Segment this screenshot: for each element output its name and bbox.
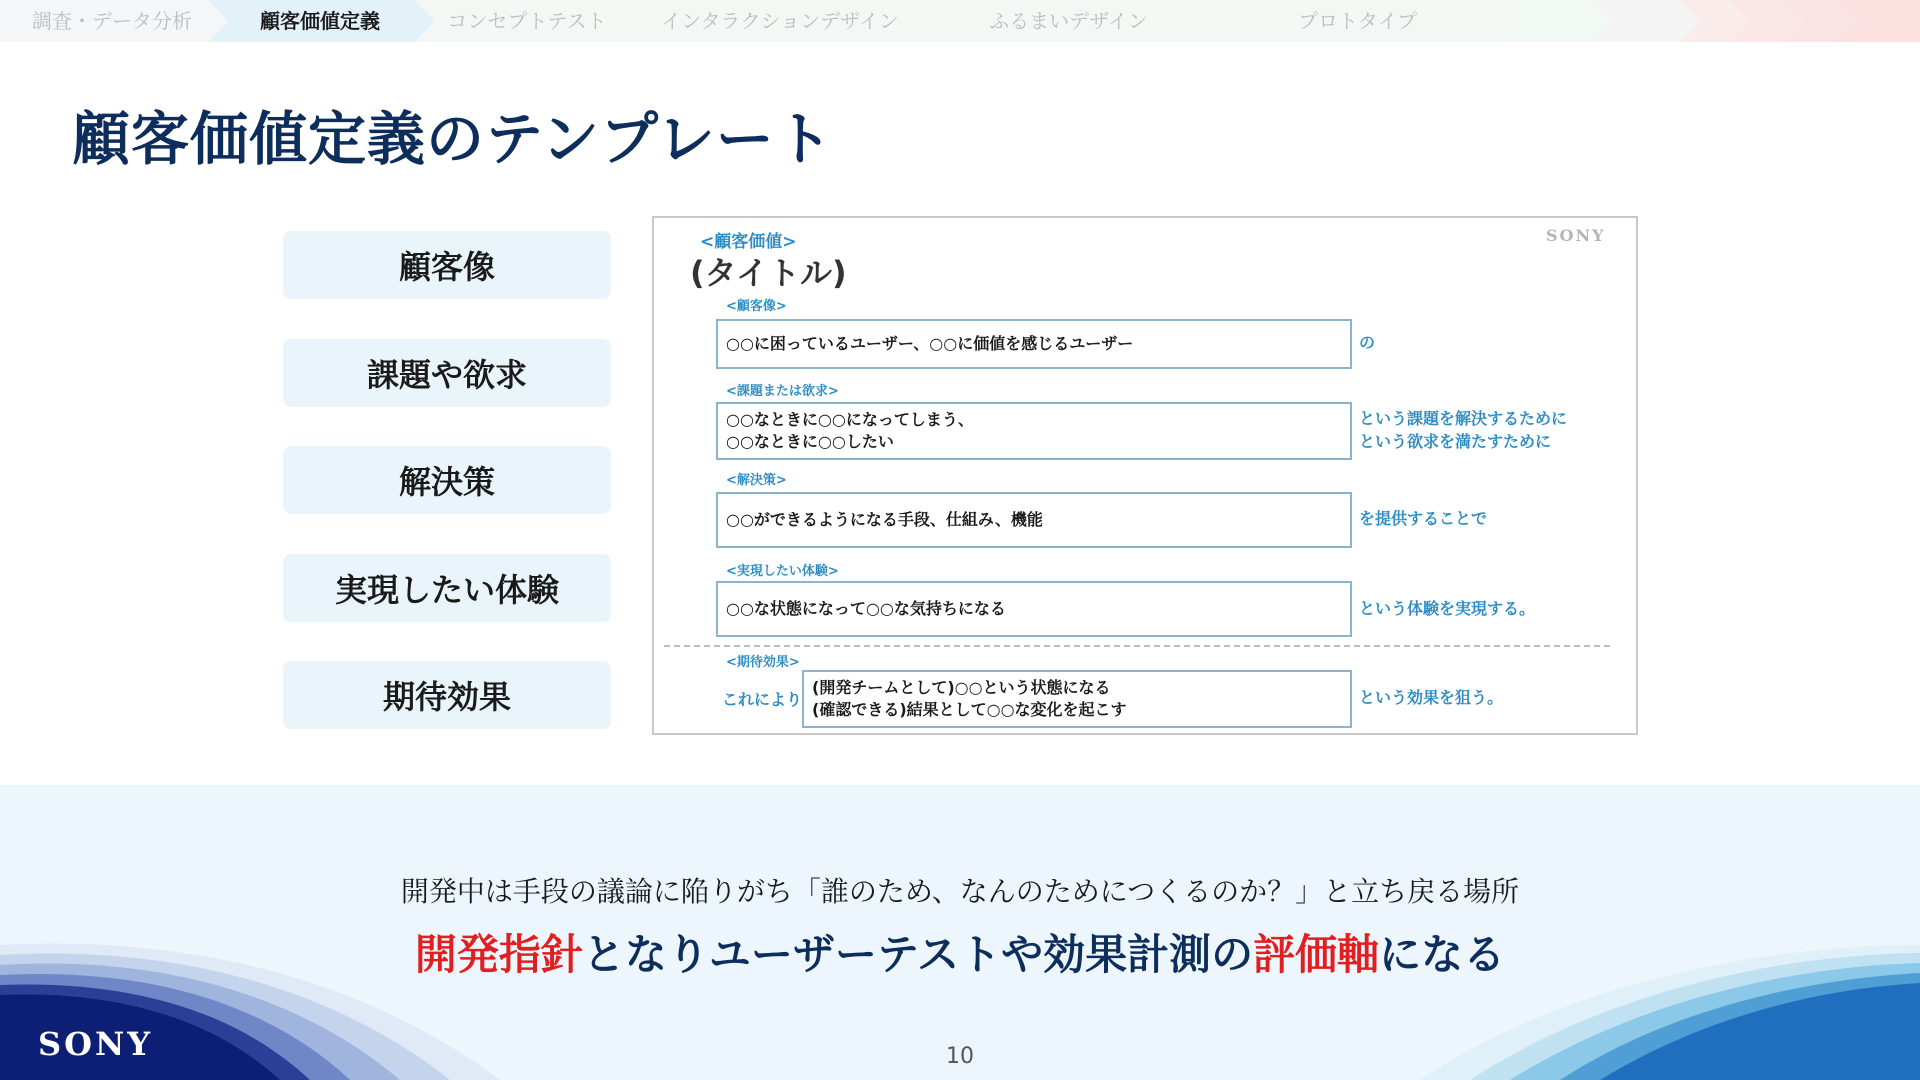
step-interaction-design: インタラクションデザイン: [661, 9, 899, 33]
sony-logo: SONY: [38, 1025, 154, 1063]
key-message-part-4: になる: [1379, 930, 1506, 979]
label-experience: 実現したい体験: [283, 554, 611, 622]
label-customer: 顧客像: [283, 231, 611, 299]
solution-suffix: を提供することで: [1359, 509, 1488, 528]
bottom-band: [0, 785, 1920, 1080]
page-title: 顧客価値定義のテンプレート: [72, 105, 834, 173]
effect-prefix: これにより: [722, 690, 803, 709]
problem-suffix-1: という課題を解決するために: [1359, 409, 1568, 428]
problem-line-2: ○○なときに○○したい: [726, 432, 894, 451]
experience-suffix: という体験を実現する。: [1359, 599, 1536, 618]
step-concept-test: コンセプトテスト: [447, 9, 607, 33]
effect-line-1: (開発チームとして)○○という状態になる: [812, 678, 1111, 697]
problem-section-label: <課題または欲求>: [726, 384, 839, 399]
key-message: [0, 922, 1920, 982]
template-title-tag: <顧客価値>: [700, 232, 797, 252]
customer-section-label: <顧客像>: [726, 299, 787, 314]
process-breadcrumb: [0, 0, 1920, 44]
effect-box: [802, 670, 1352, 728]
solution-section-label: <解決策>: [726, 473, 787, 488]
effect-line-2: (確認できる)結果として○○な変化を起こす: [812, 700, 1127, 719]
customer-suffix: の: [1359, 333, 1376, 352]
dashed-divider: [664, 645, 1610, 647]
step-prototype: プロトタイプ: [1298, 9, 1417, 33]
solution-box: [716, 492, 1352, 548]
problem-suffix-2: という欲求を満たすために: [1359, 432, 1552, 451]
step-behavior-design: ふるまいデザイン: [989, 9, 1148, 33]
experience-section-label: <実現したい体験>: [726, 564, 839, 579]
page-number: 10: [946, 1044, 974, 1069]
card-logo: SONY: [1546, 226, 1606, 245]
label-column: [283, 231, 611, 769]
problem-box: [716, 402, 1352, 460]
key-message-part-3: 評価軸: [1253, 930, 1380, 979]
template-title: (タイトル): [690, 254, 847, 292]
solution-text: ○○ができるようになる手段、仕組み、機能: [726, 510, 1043, 529]
sub-message: 開発中は手段の議論に陥りがち「誰のため、なんのためにつくるのか？」と立ち戻る場所: [400, 875, 1520, 908]
step-research: 調査・データ分析: [32, 9, 192, 33]
label-solution: 解決策: [283, 446, 611, 514]
customer-box: [716, 319, 1352, 369]
effect-suffix: という効果を狙う。: [1359, 688, 1504, 707]
experience-text: ○○な状態になって○○な気持ちになる: [726, 599, 1006, 618]
key-message-part-1: 開発指針: [414, 930, 583, 979]
key-message-part-2: となりユーザーテストや効果計測の: [582, 930, 1254, 979]
effect-section-label: <期待効果>: [726, 655, 800, 670]
experience-box: [716, 581, 1352, 637]
template-card: [652, 216, 1638, 735]
step-customer-value: 顧客価値定義: [260, 9, 380, 33]
label-problem: 課題や欲求: [283, 339, 611, 407]
label-effect: 期待効果: [283, 661, 611, 729]
customer-text: ○○に困っているユーザー、○○に価値を感じるユーザー: [726, 334, 1134, 353]
problem-line-1: ○○なときに○○になってしまう、: [726, 410, 974, 429]
